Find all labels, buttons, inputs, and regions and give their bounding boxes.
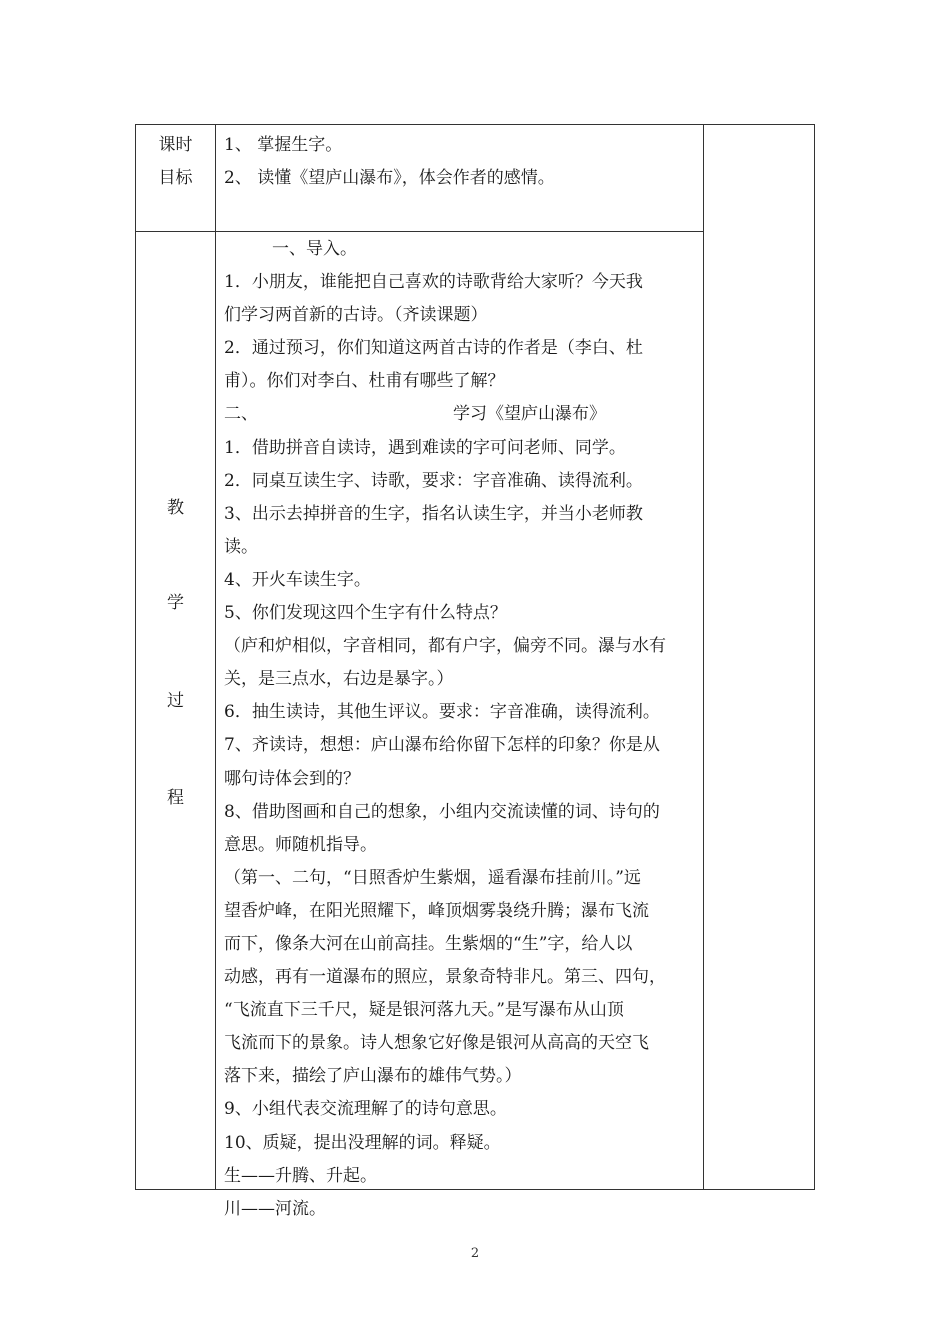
content-line: 望香炉峰，在阳光照耀下，峰顶烟雾袅绕升腾；瀑布飞流	[224, 900, 649, 921]
content-line: 6．抽生读诗，其他生评议。要求：字音准确，读得流利。	[224, 702, 660, 723]
content-line: 甫）。你们对李白、杜甫有哪些了解？	[224, 371, 505, 392]
content-line: 9、小组代表交流理解了的诗句意思。	[224, 1099, 507, 1120]
section-heading	[224, 398, 696, 431]
content-line: 落下来，描绘了庐山瀑布的雄伟气势。）	[224, 1066, 522, 1087]
goals-label	[136, 129, 215, 195]
process-label-char: 程	[167, 788, 184, 808]
section-heading: 一、导入。	[272, 239, 357, 259]
content-line: 10、质疑，提出没理解的词。释疑。	[224, 1132, 501, 1153]
content-line: 读。	[224, 536, 258, 557]
content-line: 3、出示去掉拼音的生字，指名认读生字，并当小老师教	[224, 503, 643, 524]
goals-label-line-2: 目标	[158, 168, 193, 188]
process-content	[224, 233, 696, 1226]
content-line: 飞流而下的景象。诗人想象它好像是银河从高高的天空飞	[224, 1033, 649, 1054]
content-line: （庐和炉相似，字音相同，都有户字，偏旁不同。瀑与水有	[224, 636, 666, 657]
content-line: 们学习两首新的古诗。（齐读课题）	[224, 305, 488, 326]
content-line: 1．借助拼音自读诗，遇到难读的字可问老师、同学。	[224, 437, 626, 458]
process-label-char: 过	[167, 691, 184, 711]
content-line: 5、你们发现这四个生字有什么特点？	[224, 603, 507, 624]
content-line: 2．通过预习，你们知道这两首古诗的作者是（李白、杜	[224, 338, 643, 359]
goal-item: 2、 读懂《望庐山瀑布》，体会作者的感情。	[224, 168, 555, 188]
content-line: 动感，再有一道瀑布的照应，景象奇特非凡。第三、四句，	[224, 967, 666, 988]
row-divider	[136, 231, 703, 232]
content-line: 2．同桌互读生字、诗歌，要求：字音准确、读得流利。	[224, 470, 643, 491]
content-line: （第一、二句，“日照香炉生紫烟，遥看瀑布挂前川。”远	[224, 867, 641, 888]
content-line: 1．小朋友，谁能把自己喜欢的诗歌背给大家听？今天我	[224, 272, 643, 293]
goals-label-line-1: 课时	[158, 135, 193, 155]
lesson-plan-table	[135, 124, 815, 1219]
content-line: 生——升腾、升起。	[224, 1165, 377, 1186]
page-number: 2	[470, 1246, 480, 1261]
content-line: 4、开火车读生字。	[224, 569, 371, 590]
content-line: 川——河流。	[224, 1198, 326, 1219]
column-divider-2	[703, 125, 704, 1189]
content-line: 8、借助图画和自己的想象，小组内交流读懂的词、诗句的	[224, 801, 660, 822]
section-number: 二、	[224, 404, 258, 425]
column-divider-1	[215, 125, 216, 1189]
content-line: 7、齐读诗，想想：庐山瀑布给你留下怎样的印象？你是从	[224, 735, 660, 756]
content-line: 关，是三点水，右边是暴字。）	[224, 669, 454, 690]
process-label-char: 教	[167, 498, 184, 518]
content-line: “飞流直下三千尺，疑是银河落九天。”是写瀑布从山顶	[224, 1000, 624, 1021]
process-label-char: 学	[167, 593, 184, 613]
content-line: 哪句诗体会到的？	[224, 768, 360, 789]
content-line: 而下，像条大河在山前高挂。生紫烟的“生”字，给人以	[224, 933, 633, 954]
content-line: 意思。师随机指导。	[224, 834, 377, 855]
section-title: 学习《望庐山瀑布》	[453, 404, 606, 425]
goal-item: 1、 掌握生字。	[224, 135, 343, 155]
goals-cell	[224, 129, 696, 195]
